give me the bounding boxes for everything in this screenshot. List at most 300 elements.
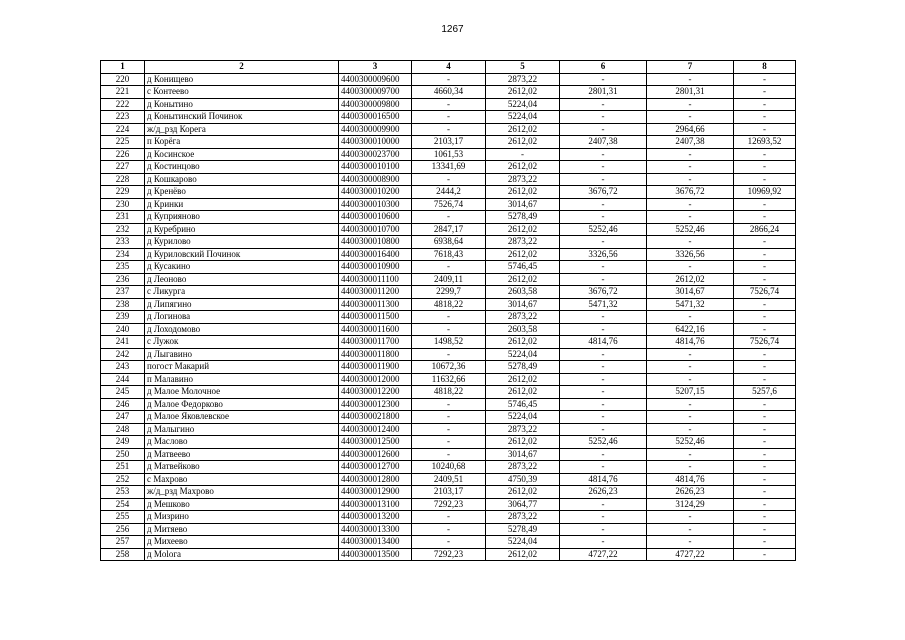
settlement-name-cell: ж/д_рзд Корега <box>145 123 339 136</box>
value-col-5-cell: 5224,04 <box>486 536 560 549</box>
code-cell: 4400300011100 <box>339 273 412 286</box>
settlement-name-cell: д Кошкарово <box>145 173 339 186</box>
code-cell: 4400300023700 <box>339 148 412 161</box>
value-col-4-cell: - <box>412 536 486 549</box>
value-col-4-cell: - <box>412 173 486 186</box>
code-cell: 4400300009900 <box>339 123 412 136</box>
value-col-4-cell: - <box>412 123 486 136</box>
value-col-5-cell: 2873,22 <box>486 423 560 436</box>
settlement-name-cell: д Матвеево <box>145 448 339 461</box>
table-row <box>101 498 796 511</box>
value-col-8-cell: - <box>734 473 796 486</box>
value-col-7-cell: 5252,46 <box>647 436 734 449</box>
value-col-6-cell: 4727,22 <box>560 548 647 561</box>
value-col-7-cell: 2612,02 <box>647 273 734 286</box>
value-col-6-cell: - <box>560 123 647 136</box>
code-cell: 4400300013100 <box>339 498 412 511</box>
value-col-4-cell: - <box>412 523 486 536</box>
value-col-4-cell: 4818,22 <box>412 386 486 399</box>
settlement-name-cell: д Лыгавино <box>145 348 339 361</box>
value-col-7-cell: 2626,23 <box>647 486 734 499</box>
table-row <box>101 298 796 311</box>
value-col-6-cell: 3326,56 <box>560 248 647 261</box>
row-number-cell: 222 <box>101 98 145 111</box>
value-col-4-cell: 13341,69 <box>412 161 486 174</box>
value-col-5-cell: 2603,58 <box>486 286 560 299</box>
code-cell: 4400300009600 <box>339 73 412 86</box>
value-col-8-cell: - <box>734 373 796 386</box>
table-row <box>101 398 796 411</box>
value-col-4-cell: - <box>412 111 486 124</box>
settlement-name-cell: д Логинова <box>145 311 339 324</box>
value-col-5-cell: 2873,22 <box>486 73 560 86</box>
value-col-4-cell: 7292,23 <box>412 498 486 511</box>
code-cell: 4400300016400 <box>339 248 412 261</box>
value-col-7-cell: - <box>647 398 734 411</box>
settlement-name-cell: с Ликурга <box>145 286 339 299</box>
code-cell: 4400300012900 <box>339 486 412 499</box>
row-number-cell: 249 <box>101 436 145 449</box>
row-number-cell: 240 <box>101 323 145 336</box>
code-cell: 4400300009700 <box>339 86 412 99</box>
value-col-4-cell: 11632,66 <box>412 373 486 386</box>
table-row <box>101 436 796 449</box>
value-col-8-cell: - <box>734 498 796 511</box>
page-number: 1267 <box>441 24 464 35</box>
settlement-name-cell: д Малое Федорково <box>145 398 339 411</box>
value-col-5-cell: 2612,02 <box>486 123 560 136</box>
value-col-6-cell: - <box>560 261 647 274</box>
value-col-6-cell: - <box>560 98 647 111</box>
settlement-name-cell: д Михеево <box>145 536 339 549</box>
settlement-name-cell: п Малавино <box>145 373 339 386</box>
settlement-name-cell: п Корёга <box>145 136 339 149</box>
settlement-name-cell: д Куриловский Починок <box>145 248 339 261</box>
value-col-4-cell: - <box>412 448 486 461</box>
table-row <box>101 536 796 549</box>
row-number-cell: 228 <box>101 173 145 186</box>
code-cell: 4400300012600 <box>339 448 412 461</box>
table-row <box>101 73 796 86</box>
table-row <box>101 511 796 524</box>
value-col-8-cell: - <box>734 198 796 211</box>
table-row <box>101 86 796 99</box>
table-row <box>101 461 796 474</box>
value-col-5-cell: 2612,02 <box>486 273 560 286</box>
table-row <box>101 386 796 399</box>
value-col-5-cell: 2612,02 <box>486 136 560 149</box>
value-col-6-cell: 5252,46 <box>560 436 647 449</box>
code-cell: 4400300010800 <box>339 236 412 249</box>
settlement-name-cell: погост Макарий <box>145 361 339 374</box>
value-col-4-cell: 7526,74 <box>412 198 486 211</box>
table-row <box>101 486 796 499</box>
code-cell: 4400300013300 <box>339 523 412 536</box>
settlement-name-cell: с Контеево <box>145 86 339 99</box>
value-col-6-cell: 2801,31 <box>560 86 647 99</box>
row-number-cell: 220 <box>101 73 145 86</box>
settlement-name-cell: д Мешково <box>145 498 339 511</box>
code-cell: 4400300011800 <box>339 348 412 361</box>
table-row <box>101 311 796 324</box>
code-cell: 4400300010900 <box>339 261 412 274</box>
value-col-5-cell: 5746,45 <box>486 261 560 274</box>
row-number-cell: 253 <box>101 486 145 499</box>
value-col-8-cell: 10969,92 <box>734 186 796 199</box>
column-header: 2 <box>145 61 339 74</box>
value-col-7-cell: 3326,56 <box>647 248 734 261</box>
value-col-5-cell: 2612,02 <box>486 548 560 561</box>
table-row <box>101 373 796 386</box>
value-col-4-cell: 2299,7 <box>412 286 486 299</box>
row-number-cell: 233 <box>101 236 145 249</box>
settlement-name-cell: д Кусакино <box>145 261 339 274</box>
value-col-4-cell: - <box>412 98 486 111</box>
value-col-8-cell: - <box>734 211 796 224</box>
value-col-7-cell: - <box>647 161 734 174</box>
code-cell: 4400300010300 <box>339 198 412 211</box>
value-col-4-cell: 2103,17 <box>412 136 486 149</box>
row-number-cell: 221 <box>101 86 145 99</box>
value-col-8-cell: 5257,6 <box>734 386 796 399</box>
value-col-7-cell: - <box>647 98 734 111</box>
code-cell: 4400300012700 <box>339 461 412 474</box>
value-col-8-cell: - <box>734 536 796 549</box>
settlement-name-cell: с Махрово <box>145 473 339 486</box>
value-col-7-cell: 3124,29 <box>647 498 734 511</box>
value-col-8-cell: - <box>734 486 796 499</box>
row-number-cell: 238 <box>101 298 145 311</box>
row-number-cell: 239 <box>101 311 145 324</box>
code-cell: 4400300013200 <box>339 511 412 524</box>
value-col-8-cell: - <box>734 273 796 286</box>
row-number-cell: 235 <box>101 261 145 274</box>
value-col-7-cell: - <box>647 148 734 161</box>
row-number-cell: 245 <box>101 386 145 399</box>
row-number-cell: 226 <box>101 148 145 161</box>
value-col-7-cell: 5207,15 <box>647 386 734 399</box>
value-col-7-cell: 2407,38 <box>647 136 734 149</box>
value-col-7-cell: - <box>647 173 734 186</box>
value-col-5-cell: 2612,02 <box>486 223 560 236</box>
value-col-4-cell: - <box>412 311 486 324</box>
table-row <box>101 211 796 224</box>
value-col-7-cell: 4727,22 <box>647 548 734 561</box>
value-col-4-cell: 7618,43 <box>412 248 486 261</box>
row-number-cell: 258 <box>101 548 145 561</box>
row-number-cell: 242 <box>101 348 145 361</box>
table-row <box>101 273 796 286</box>
code-cell: 4400300010000 <box>339 136 412 149</box>
value-col-7-cell: - <box>647 261 734 274</box>
value-col-6-cell: - <box>560 386 647 399</box>
value-col-4-cell: - <box>412 423 486 436</box>
row-number-cell: 224 <box>101 123 145 136</box>
header-row <box>101 61 796 74</box>
row-number-cell: 229 <box>101 186 145 199</box>
table-row <box>101 523 796 536</box>
value-col-5-cell: 2612,02 <box>486 373 560 386</box>
value-col-7-cell: 2964,66 <box>647 123 734 136</box>
value-col-6-cell: - <box>560 398 647 411</box>
value-col-6-cell: - <box>560 148 647 161</box>
value-col-4-cell: 1498,52 <box>412 336 486 349</box>
value-col-7-cell: - <box>647 523 734 536</box>
code-cell: 4400300016500 <box>339 111 412 124</box>
column-header: 4 <box>412 61 486 74</box>
value-col-7-cell: - <box>647 536 734 549</box>
value-col-8-cell: - <box>734 148 796 161</box>
row-number-cell: 227 <box>101 161 145 174</box>
value-col-5-cell: 2612,02 <box>486 86 560 99</box>
value-col-6-cell: 2626,23 <box>560 486 647 499</box>
value-col-7-cell: 3014,67 <box>647 286 734 299</box>
value-col-7-cell: - <box>647 236 734 249</box>
value-col-7-cell: - <box>647 311 734 324</box>
value-col-4-cell: 6938,64 <box>412 236 486 249</box>
value-col-6-cell: 3676,72 <box>560 186 647 199</box>
value-col-8-cell: - <box>734 523 796 536</box>
value-col-8-cell: - <box>734 173 796 186</box>
value-col-7-cell: 4814,76 <box>647 473 734 486</box>
code-cell: 4400300010100 <box>339 161 412 174</box>
value-col-4-cell: - <box>412 211 486 224</box>
value-col-5-cell: 2873,22 <box>486 461 560 474</box>
row-number-cell: 255 <box>101 511 145 524</box>
value-col-8-cell: 7526,74 <box>734 286 796 299</box>
value-col-6-cell: - <box>560 173 647 186</box>
value-col-6-cell: 3676,72 <box>560 286 647 299</box>
value-col-8-cell: - <box>734 436 796 449</box>
column-header: 7 <box>647 61 734 74</box>
value-col-8-cell: - <box>734 548 796 561</box>
code-cell: 4400300011900 <box>339 361 412 374</box>
value-col-8-cell: - <box>734 311 796 324</box>
value-col-6-cell: - <box>560 461 647 474</box>
settlement-name-cell: д Липягино <box>145 298 339 311</box>
settlement-name-cell: д Куприяново <box>145 211 339 224</box>
value-col-4-cell: 2409,51 <box>412 473 486 486</box>
settlement-name-cell: д Куребрино <box>145 223 339 236</box>
settlement-name-cell: д Малыгино <box>145 423 339 436</box>
table-row <box>101 161 796 174</box>
value-col-4-cell: 2847,17 <box>412 223 486 236</box>
value-col-6-cell: 4814,76 <box>560 336 647 349</box>
code-cell: 4400300011700 <box>339 336 412 349</box>
value-col-6-cell: - <box>560 111 647 124</box>
code-cell: 4400300012000 <box>339 373 412 386</box>
code-cell: 4400300008900 <box>339 173 412 186</box>
row-number-cell: 223 <box>101 111 145 124</box>
value-col-5-cell: 3014,67 <box>486 198 560 211</box>
row-number-cell: 254 <box>101 498 145 511</box>
value-col-5-cell: 2612,02 <box>486 248 560 261</box>
code-cell: 4400300013500 <box>339 548 412 561</box>
code-cell: 4400300010700 <box>339 223 412 236</box>
value-col-8-cell: - <box>734 236 796 249</box>
table-body <box>101 73 796 561</box>
value-col-5-cell: 5224,04 <box>486 411 560 424</box>
settlement-name-cell: д Маслово <box>145 436 339 449</box>
value-col-7-cell: 3676,72 <box>647 186 734 199</box>
value-col-6-cell: - <box>560 361 647 374</box>
row-number-cell: 243 <box>101 361 145 374</box>
value-col-8-cell: - <box>734 511 796 524</box>
value-col-5-cell: 3064,77 <box>486 498 560 511</box>
settlement-name-cell: д Конытино <box>145 98 339 111</box>
value-col-6-cell: - <box>560 273 647 286</box>
table-row <box>101 248 796 261</box>
value-col-5-cell: 2612,02 <box>486 161 560 174</box>
value-col-5-cell: 5224,04 <box>486 348 560 361</box>
value-col-6-cell: - <box>560 211 647 224</box>
value-col-7-cell: - <box>647 211 734 224</box>
row-number-cell: 237 <box>101 286 145 299</box>
settlement-name-cell: д Конищево <box>145 73 339 86</box>
value-col-6-cell: - <box>560 373 647 386</box>
value-col-5-cell: 2873,22 <box>486 236 560 249</box>
row-number-cell: 247 <box>101 411 145 424</box>
value-col-5-cell: 5224,04 <box>486 111 560 124</box>
value-col-8-cell: - <box>734 398 796 411</box>
value-col-7-cell: 5471,32 <box>647 298 734 311</box>
value-col-5-cell: 2612,02 <box>486 436 560 449</box>
table-row <box>101 286 796 299</box>
value-col-4-cell: - <box>412 511 486 524</box>
value-col-4-cell: 2409,11 <box>412 273 486 286</box>
value-col-6-cell: 5252,46 <box>560 223 647 236</box>
value-col-4-cell: 10672,36 <box>412 361 486 374</box>
value-col-8-cell: - <box>734 323 796 336</box>
value-col-4-cell: - <box>412 73 486 86</box>
code-cell: 4400300013400 <box>339 536 412 549</box>
value-col-8-cell: - <box>734 348 796 361</box>
table-row <box>101 336 796 349</box>
code-cell: 4400300012800 <box>339 473 412 486</box>
value-col-5-cell: 2873,22 <box>486 311 560 324</box>
value-col-7-cell: - <box>647 423 734 436</box>
value-col-5-cell: 2612,02 <box>486 336 560 349</box>
value-col-6-cell: - <box>560 73 647 86</box>
value-col-8-cell: - <box>734 248 796 261</box>
code-cell: 4400300010600 <box>339 211 412 224</box>
table-row <box>101 223 796 236</box>
value-col-5-cell: 3014,67 <box>486 448 560 461</box>
value-col-4-cell: - <box>412 411 486 424</box>
value-col-6-cell: - <box>560 348 647 361</box>
value-col-4-cell: - <box>412 261 486 274</box>
table-row <box>101 148 796 161</box>
row-number-cell: 236 <box>101 273 145 286</box>
settlement-name-cell: д Курилово <box>145 236 339 249</box>
code-cell: 4400300012200 <box>339 386 412 399</box>
row-number-cell: 225 <box>101 136 145 149</box>
table-row <box>101 98 796 111</box>
column-header: 8 <box>734 61 796 74</box>
value-col-6-cell: 4814,76 <box>560 473 647 486</box>
value-col-8-cell: - <box>734 461 796 474</box>
value-col-4-cell: 7292,23 <box>412 548 486 561</box>
settlement-name-cell: д Кренёво <box>145 186 339 199</box>
row-number-cell: 241 <box>101 336 145 349</box>
value-col-8-cell: - <box>734 423 796 436</box>
value-col-6-cell: - <box>560 511 647 524</box>
table-row <box>101 348 796 361</box>
table-row <box>101 423 796 436</box>
code-cell: 4400300011200 <box>339 286 412 299</box>
table-row <box>101 448 796 461</box>
table-row <box>101 123 796 136</box>
value-col-5-cell: 5278,49 <box>486 211 560 224</box>
settlement-name-cell: д Molога <box>145 548 339 561</box>
value-col-6-cell: 2407,38 <box>560 136 647 149</box>
column-header: 3 <box>339 61 412 74</box>
code-cell: 4400300021800 <box>339 411 412 424</box>
data-table <box>100 60 796 561</box>
table-row <box>101 361 796 374</box>
value-col-5-cell: - <box>486 148 560 161</box>
value-col-8-cell: - <box>734 111 796 124</box>
table-row <box>101 323 796 336</box>
value-col-5-cell: 3014,67 <box>486 298 560 311</box>
table-row <box>101 136 796 149</box>
value-col-7-cell: - <box>647 373 734 386</box>
value-col-6-cell: - <box>560 448 647 461</box>
code-cell: 4400300009800 <box>339 98 412 111</box>
value-col-6-cell: - <box>560 536 647 549</box>
value-col-4-cell: 4660,34 <box>412 86 486 99</box>
settlement-name-cell: д Лоходомово <box>145 323 339 336</box>
value-col-8-cell: - <box>734 86 796 99</box>
code-cell: 4400300012300 <box>339 398 412 411</box>
row-number-cell: 256 <box>101 523 145 536</box>
row-number-cell: 232 <box>101 223 145 236</box>
value-col-7-cell: 2801,31 <box>647 86 734 99</box>
value-col-5-cell: 2612,02 <box>486 486 560 499</box>
value-col-5-cell: 5278,49 <box>486 361 560 374</box>
value-col-8-cell: - <box>734 361 796 374</box>
value-col-6-cell: 5471,32 <box>560 298 647 311</box>
value-col-7-cell: 5252,46 <box>647 223 734 236</box>
value-col-8-cell: 12693,52 <box>734 136 796 149</box>
table-row <box>101 261 796 274</box>
table-row <box>101 411 796 424</box>
value-col-8-cell: 7526,74 <box>734 336 796 349</box>
code-cell: 4400300010200 <box>339 186 412 199</box>
value-col-5-cell: 2873,22 <box>486 173 560 186</box>
value-col-4-cell: - <box>412 436 486 449</box>
value-col-6-cell: - <box>560 323 647 336</box>
value-col-7-cell: - <box>647 511 734 524</box>
value-col-4-cell: - <box>412 323 486 336</box>
value-col-4-cell: 10240,68 <box>412 461 486 474</box>
row-number-cell: 257 <box>101 536 145 549</box>
settlement-name-cell: д Матвейково <box>145 461 339 474</box>
value-col-6-cell: - <box>560 523 647 536</box>
code-cell: 4400300012500 <box>339 436 412 449</box>
value-col-8-cell: - <box>734 261 796 274</box>
table-row <box>101 548 796 561</box>
settlement-name-cell: д Костинцово <box>145 161 339 174</box>
value-col-8-cell: - <box>734 298 796 311</box>
table-row <box>101 173 796 186</box>
row-number-cell: 230 <box>101 198 145 211</box>
value-col-7-cell: - <box>647 198 734 211</box>
value-col-5-cell: 5278,49 <box>486 523 560 536</box>
row-number-cell: 250 <box>101 448 145 461</box>
value-col-5-cell: 2612,02 <box>486 186 560 199</box>
row-number-cell: 248 <box>101 423 145 436</box>
